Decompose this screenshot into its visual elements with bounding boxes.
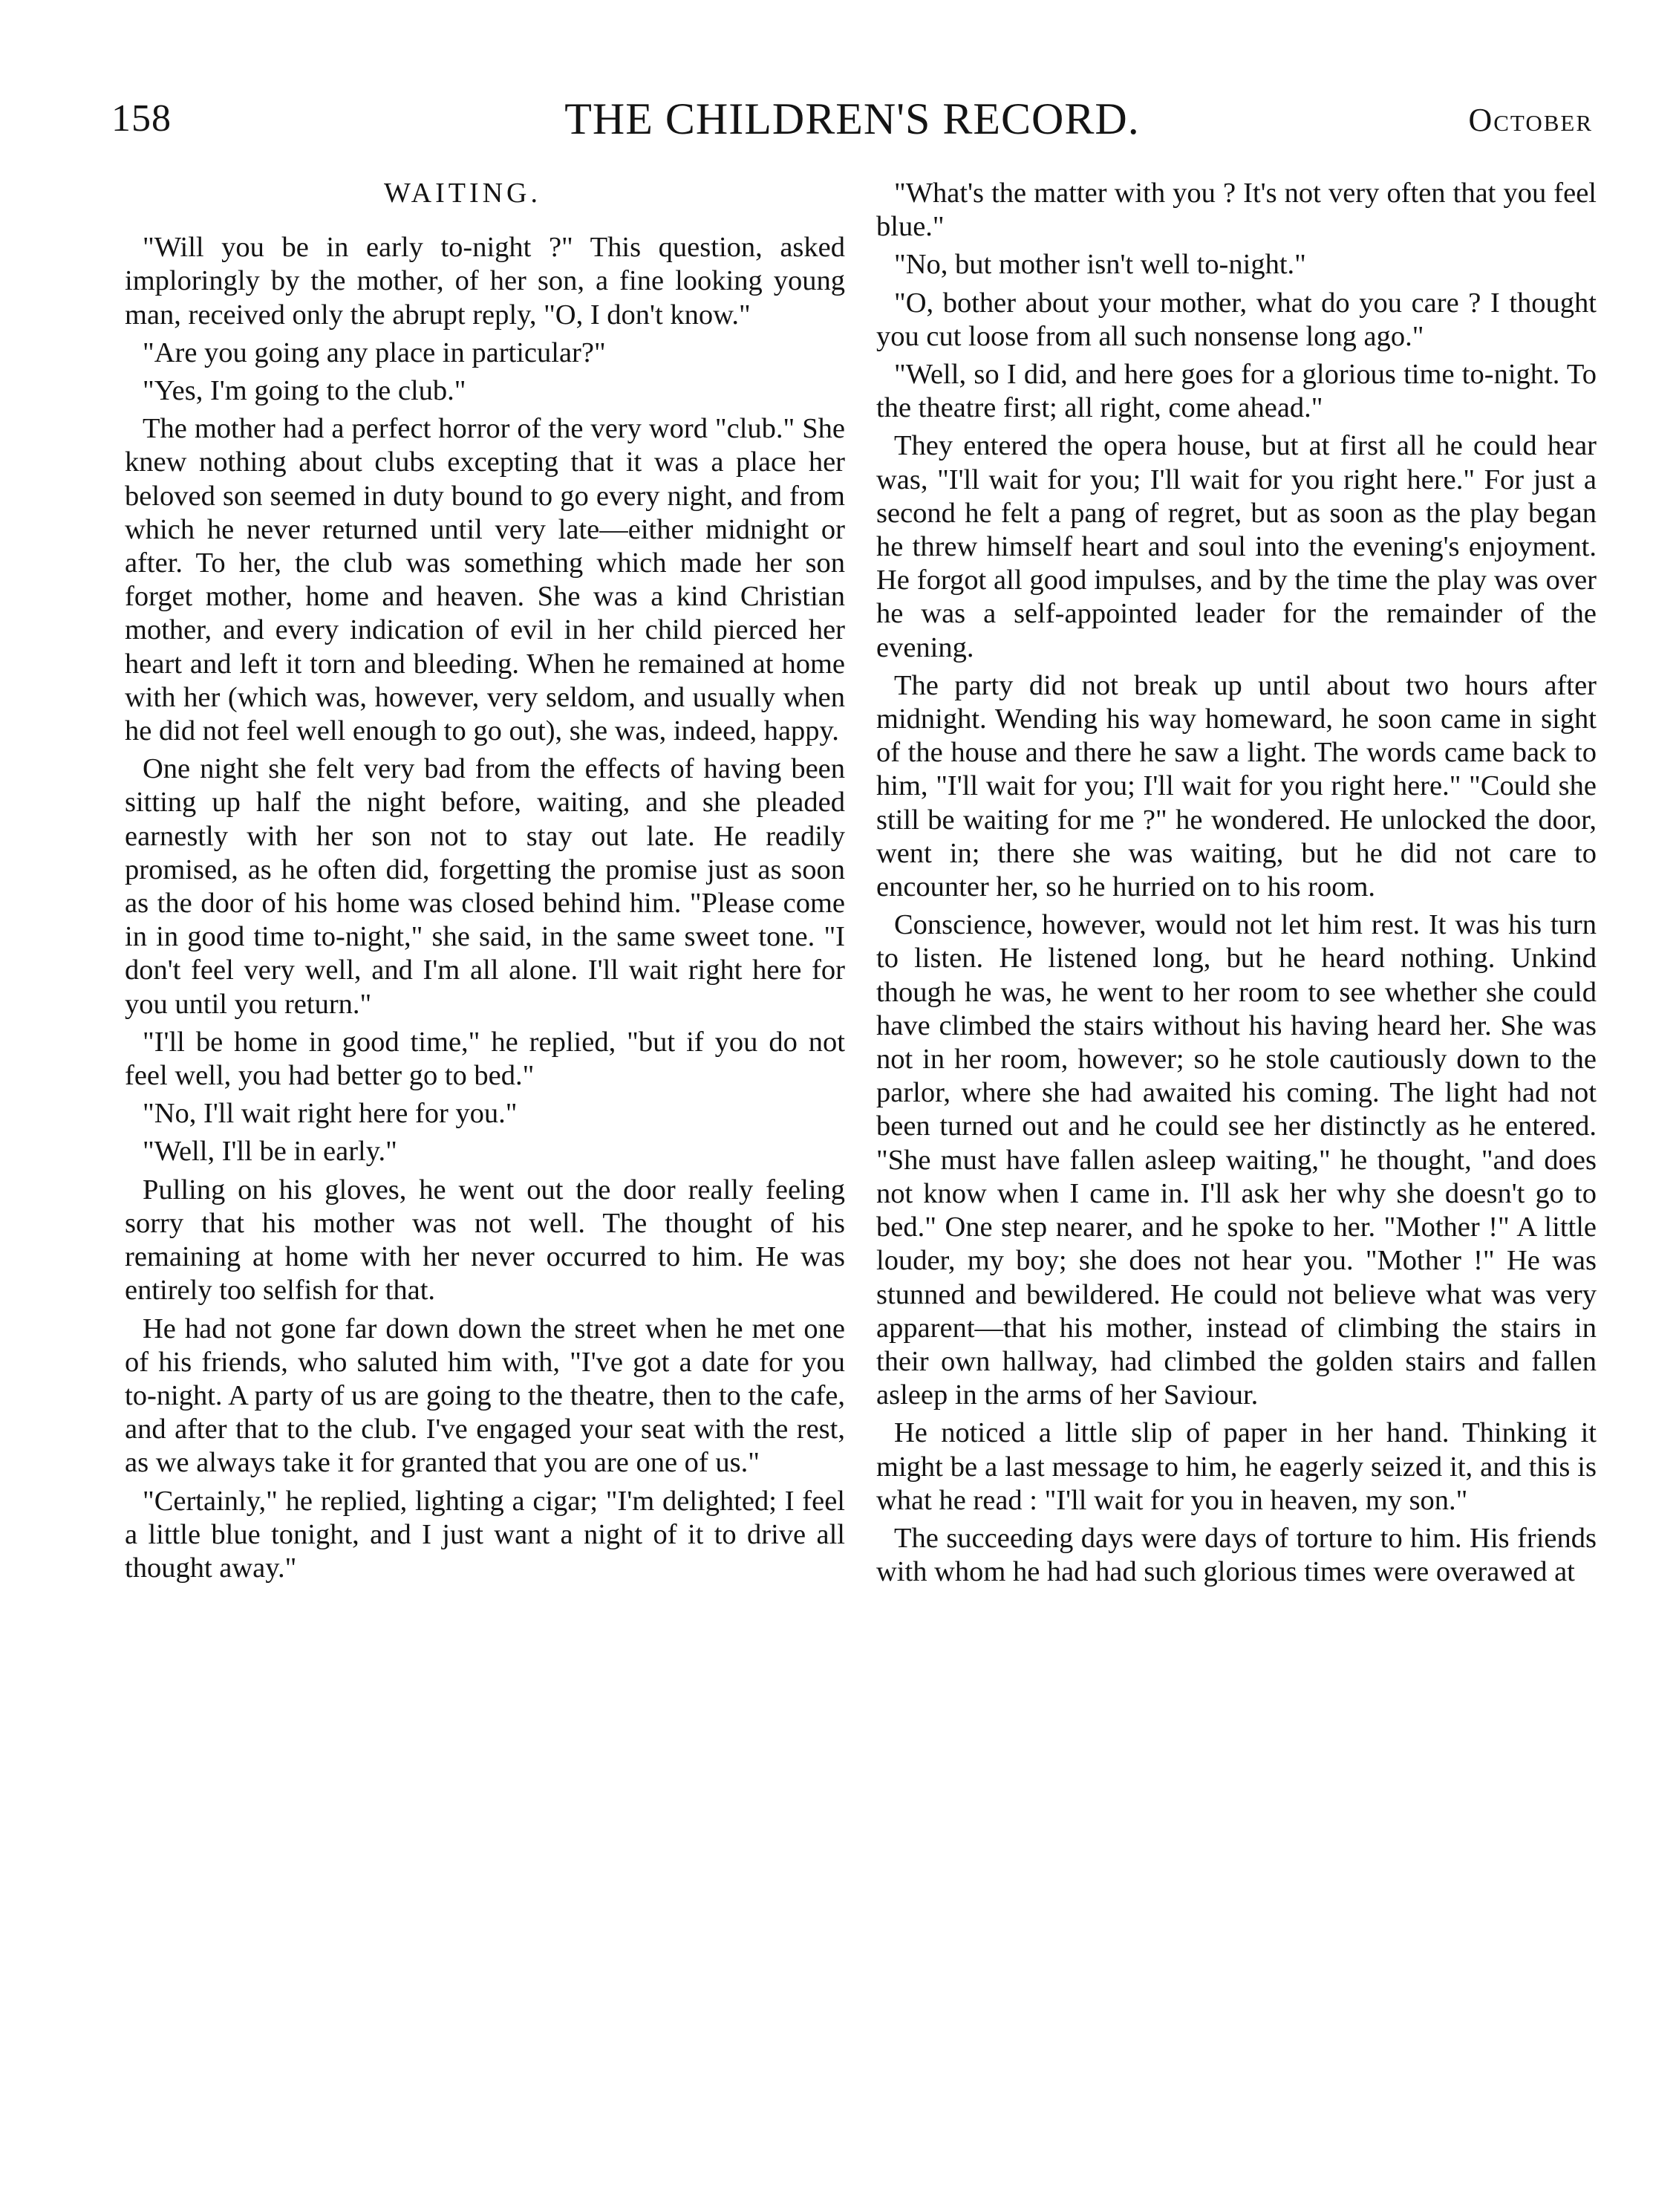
paragraph: "Well, I'll be in early." (143, 1136, 397, 1168)
paragraph: The party did not break up until about two hours after midnight. Wending his way homeward, he soon came in sight of the house and there he saw a light. The words came back to him, "I'll wait for you; I'll wait for you right here." "Could she still be waiting for me ?" he wondered. He unlocked the door, went in; there she was waiting, but he did not care to encounter her, so he hurried on to his room. (876, 669, 1597, 903)
paragraph: "Certainly," he replied, lighting a cigar; "I'm delighted; I feel a little blue tonight, and I just want a night of it to drive all thought away." (125, 1485, 845, 1584)
paragraph: The succeeding days were days of torture to him. His friends with whom he had had such glorious times were overawed at (876, 1522, 1597, 1588)
issue-month: October (1468, 102, 1593, 138)
paragraph: "Are you going any place in particular?" (143, 336, 606, 368)
paragraph: "Will you be in early to-night ?" This question, asked imploringly by the mother, of her son, a fine looking young man, received only the abrupt reply, "O, I don't know." (125, 232, 845, 331)
journal-title: THE CHILDREN'S RECORD. (564, 94, 1140, 143)
page-number: 158 (111, 97, 172, 140)
paragraph: "Yes, I'm going to the club." (143, 375, 466, 407)
paragraph: Pulling on his gloves, he went out the door really feeling sorry that his mother was not well. The thought of his remaining at home with her never occurred to him. He was entirely too selfish for that. (125, 1174, 845, 1307)
running-head (111, 94, 1593, 156)
paragraph: One night she felt very bad from the effects of having been sitting up half the night before, waiting, and she pleaded earnestly with her son not to stay out late. He readily promised, as he often did, forgetting the promise just as soon as the door of his home was closed behind him. "Please come in in good time to-night," she said, in the same sweet tone. "I don't feel very well, and I'm all alone. I'll wait right here for you until you return." (125, 753, 845, 1020)
left-column (125, 177, 845, 2153)
paragraph: "What's the matter with you ? It's not very often that you feel blue." (876, 178, 1597, 243)
paragraph: "Well, so I did, and here goes for a glorious time to-night. To the theatre first; all right, come ahead." (876, 359, 1597, 424)
paragraph: "O, bother about your mother, what do you care ? I thought you cut loose from all such nonsense long ago." (876, 287, 1597, 352)
right-column (876, 177, 1597, 2153)
paragraph: "No, but mother isn't well to-night." (894, 249, 1306, 281)
article-title: WAITING. (383, 178, 541, 209)
paragraph: "I'll be home in good time," he replied, "but if you do not feel well, you had better go to bed." (125, 1026, 845, 1092)
paragraph: "No, I'll wait right here for you." (143, 1098, 518, 1130)
paragraph: He had not gone far down down the street when he met one of his friends, who saluted him with, "I've got a date for you to-night. A party of us are going to the theatre, then to the cafe, and after that to the club. I've engaged your seat with the rest, as we always take it for granted that you are one of us." (125, 1312, 845, 1479)
paragraph: They entered the opera house, but at first all he could hear was, "I'll wait for you; I'll wait for you right here." For just a second he felt a pang of regret, but as soon as the play began he threw himself heart and soul into the evening's enjoyment. He forgot all good impulses, and by the time the play was over he was a self-appointed leader for the remainder of the evening. (876, 430, 1597, 663)
paragraph: Conscience, however, would not let him rest. It was his turn to listen. He listened long, but he heard nothing. Unkind though he was, he went to her room to see whether she could have climbed the stairs without his having heard her. She was not in her room, however; so he stole cautiously down to the parlor, where she had awaited his coming. The light had not been turned out and he could see her distinctly as he entered. "She must have fallen asleep waiting," he thought, "and does not know when I came in. I'll ask her why she doesn't go to bed." One step nearer, and he spoke to her. "Mother !" A little louder, my boy; she does not hear you. "Mother !" He was stunned and bewildered. He could not believe what was very apparent—that his mother, instead of climbing the stairs in their own hallway, had climbed the golden stairs and fallen asleep in the arms of her Saviour. (876, 909, 1597, 1411)
paragraph: The mother had a perfect horror of the very word "club." She knew nothing about clubs excepting that it was a place her beloved son seemed in duty bound to go every night, and from which he never returned until very late—either midnight or after. To her, the club was something which made her son forget mother, home and heaven. She was a kind Christian mother, and every indication of evil in her child pierced her heart and left it torn and bleeding. When he remained at home with her (which was, however, very seldom, and usually when he did not feel well enough to go out), she was, indeed, happy. (125, 413, 845, 747)
paragraph: He noticed a little slip of paper in her hand. Thinking it might be a last message to him, he eagerly seized it, and this is what he read : "I'll wait for you in heaven, my son." (876, 1417, 1597, 1516)
